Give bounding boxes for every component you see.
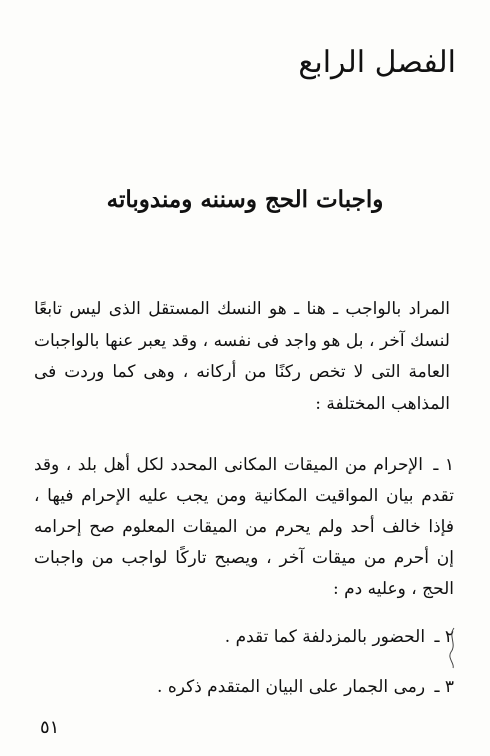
list-item <box>34 450 454 605</box>
margin-mark <box>445 626 459 670</box>
list-item <box>34 672 454 703</box>
item-number: ٢ ـ <box>434 627 454 647</box>
item-number: ١ ـ <box>433 455 455 475</box>
list-item <box>34 622 454 653</box>
section-title: واجبات الحج وسننه ومندوباته <box>106 186 384 213</box>
item-text: الإحرام من الميقات المكانى المحدد لكل أهل بلد ، وقد تقدم بيان المواقيت المكانية ومن يجب عليه الإحرام فيها ، فإذا خالف أحد ولم يحرم من الميقات المعلوم صح إحرامه إن أحرم من ميقات آخر ، ويصبح تاركًا لواجب من واجبات الحج ، وعليه دم : <box>34 455 454 599</box>
item-number: ٣ ـ <box>434 677 454 697</box>
item-text: رمى الجمار على البيان المتقدم ذكره . <box>157 677 426 697</box>
chapter-heading: الفصل الرابع <box>298 45 456 80</box>
item-text: الحضور بالمزدلفة كما تقدم . <box>224 627 426 647</box>
page-number: ٥١ <box>40 717 60 738</box>
intro-paragraph: المراد بالواجب ـ هنا ـ هو النسك المستقل الذى ليس تابعًا لنسك آخر ، بل هو واجد فى نفسه ، وقد يعبر عنها بالواجبات العامة التى لا تخص ركنًا من أركانه ، وهى كما وردت فى المذاهب المختلفة : <box>34 299 450 414</box>
